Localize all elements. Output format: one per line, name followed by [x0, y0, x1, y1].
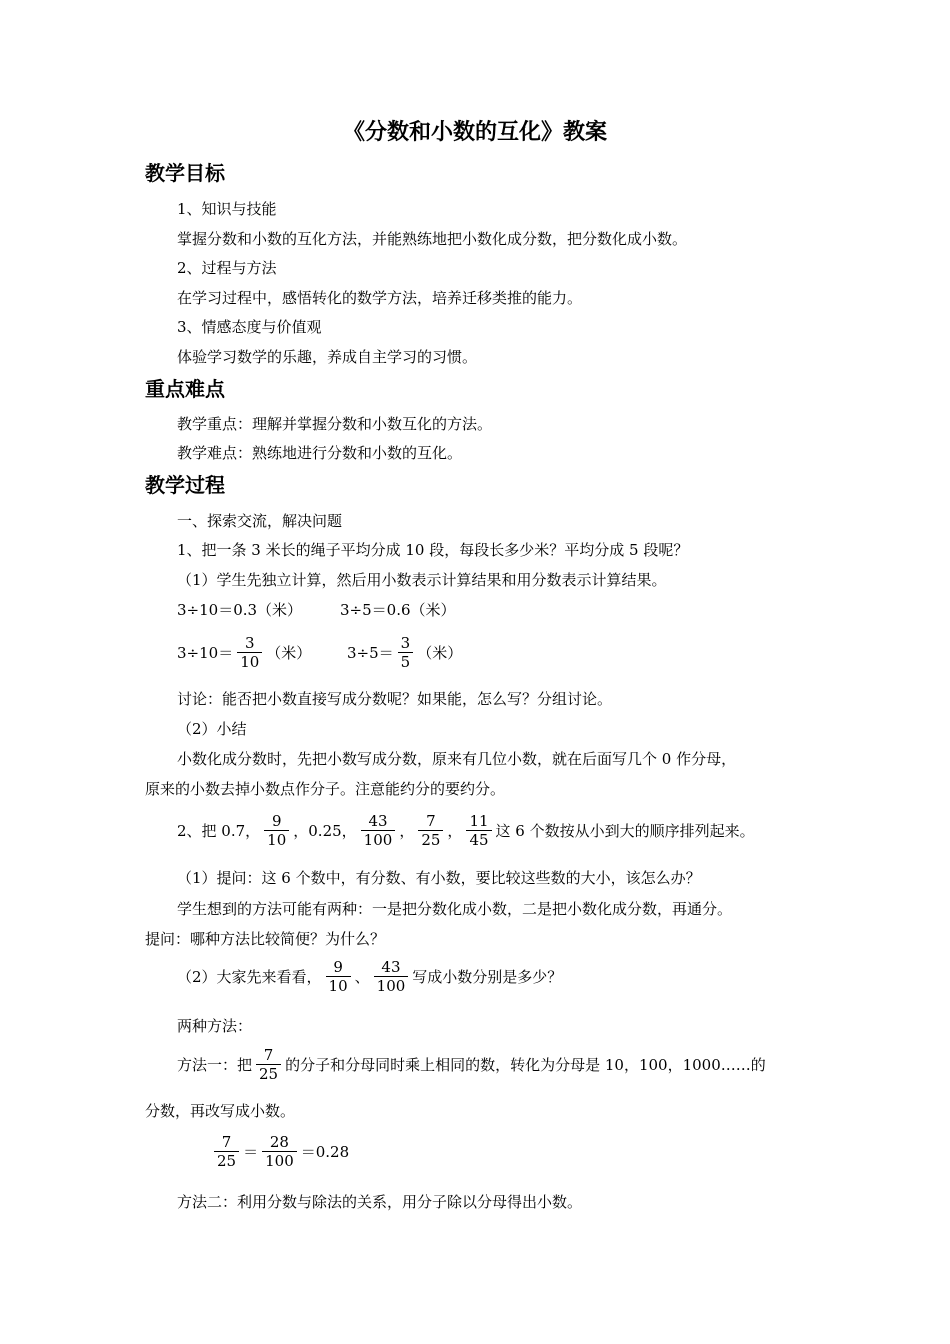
question-2-step-2-sep: 、	[354, 967, 370, 986]
objective-1-text: 掌握分数和小数的互化方法，并能熟练地把小数化成分数，把分数化成小数。	[177, 230, 688, 248]
fraction	[418, 812, 443, 849]
discussion: 讨论：能否把小数直接写成分数呢？如果能，怎么写？分组讨论。	[177, 690, 613, 708]
question-2-step-2-pre: （2）大家先来看看，	[177, 967, 322, 986]
fraction-numerator: 28	[262, 1133, 297, 1152]
fraction-denominator: 100	[363, 831, 393, 849]
objective-1-label: 1、知识与技能	[177, 200, 277, 218]
method-1-pre: 方法一：把	[177, 1055, 253, 1074]
question-1: 1、把一条 3 米长的绳子平均分成 10 段，每段长多少米？平均分成 5 段呢？	[177, 541, 689, 559]
fraction-numerator: 3	[398, 634, 414, 653]
section-1-title: 一、探索交流，解决问题	[177, 512, 343, 530]
fraction-denominator: 100	[265, 1152, 294, 1170]
objective-2-label: 2、过程与方法	[177, 259, 277, 277]
fraction-denominator: 25	[421, 831, 441, 849]
fraction	[466, 812, 491, 849]
question-2	[177, 812, 755, 849]
calc-decimal-b: 3÷5＝0.6（米）	[340, 601, 456, 619]
fraction	[361, 812, 396, 849]
page-title: 《分数和小数的互化》教案	[342, 119, 607, 145]
fraction-numerator: 3	[237, 634, 262, 653]
fraction	[237, 634, 262, 671]
fraction-numerator: 9	[264, 812, 289, 831]
summary-line-1: 小数化成分数时，先把小数写成分数，原来有几位小数，就在后面写几个 0 作分母，	[177, 750, 737, 768]
fraction-numerator: 7	[214, 1133, 239, 1152]
fraction	[264, 812, 289, 849]
question-2-pre: 2、把 0.7，	[177, 821, 261, 840]
fraction-denominator: 10	[328, 977, 348, 995]
calc-fraction-b-pre: 3÷5＝	[347, 643, 394, 662]
question-1-step-1: （1）学生先独立计算，然后用小数表示计算结果和用分数表示计算结果。	[177, 571, 667, 589]
calc-fraction-a-pre: 3÷10＝	[177, 643, 234, 662]
fraction	[398, 634, 414, 671]
summary-line-2: 原来的小数去掉小数点作分子。注意能约分的要约分。	[145, 780, 506, 798]
question-2-step-2-post: 写成小数分别是多少？	[412, 967, 563, 986]
calc-fraction-a	[177, 634, 311, 671]
method-1-post: 的分子和分母同时乘上相同的数，转化为分母是 10，100，1000……的	[285, 1055, 766, 1074]
fraction-numerator: 43	[374, 958, 409, 977]
fraction-denominator: 45	[469, 831, 489, 849]
heading-process: 教学过程	[145, 473, 225, 497]
question-2-sep-2: ，	[399, 821, 415, 840]
fraction-denominator: 10	[240, 653, 260, 671]
objective-2-text: 在学习过程中，感悟转化的数学方法，培养迁移类推的能力。	[177, 289, 583, 307]
calc-fraction-b	[347, 634, 462, 671]
fraction	[374, 958, 409, 995]
method-2: 方法二：利用分数与除法的关系，用分子除以分母得出小数。	[177, 1193, 583, 1211]
fraction-numerator: 7	[256, 1046, 281, 1065]
fraction-denominator: 10	[267, 831, 287, 849]
fraction-denominator: 25	[217, 1152, 237, 1170]
calc-fraction-a-post: （米）	[266, 643, 312, 662]
two-methods: 两种方法：	[177, 1017, 253, 1035]
heading-objectives: 教学目标	[145, 161, 225, 185]
question-2-sep-3: ，	[447, 821, 463, 840]
key-difficulty: 教学难点：熟练地进行分数和小数的互化。	[177, 444, 463, 462]
fraction	[326, 958, 351, 995]
fraction-numerator: 11	[466, 812, 491, 831]
heading-key-points: 重点难点	[145, 377, 225, 401]
fraction-denominator: 25	[259, 1065, 279, 1083]
method-1-line-2: 分数，再改写成小数。	[145, 1102, 296, 1120]
objective-3-label: 3、情感态度与价值观	[177, 318, 322, 336]
question-2-post: 这 6 个数按从小到大的顺序排列起来。	[495, 821, 755, 840]
question-2-sep-1: ，0.25，	[293, 821, 357, 840]
calc-decimal-a: 3÷10＝0.3（米）	[177, 601, 303, 619]
objective-3-text: 体验学习数学的乐趣，养成自主学习的习惯。	[177, 348, 478, 366]
key-focus: 教学重点：理解并掌握分数和小数互化的方法。	[177, 415, 493, 433]
fraction-numerator: 7	[418, 812, 443, 831]
equation-equals: ＝	[243, 1142, 259, 1161]
question-1-step-2: （2）小结	[177, 720, 247, 738]
question-2-step-2	[177, 958, 562, 995]
fraction	[256, 1046, 281, 1083]
method-1	[177, 1046, 766, 1083]
fraction	[214, 1133, 239, 1170]
methods-line-1: 学生想到的方法可能有两种：一是把分数化成小数，二是把小数化成分数，再通分。	[177, 900, 733, 918]
methods-line-2: 提问：哪种方法比较简便？为什么？	[145, 930, 386, 948]
fraction-denominator: 5	[400, 653, 411, 671]
fraction-denominator: 100	[376, 977, 406, 995]
equation-result: ＝0.28	[300, 1142, 350, 1161]
calc-fraction-b-post: （米）	[417, 643, 463, 662]
question-2-step-1: （1）提问：这 6 个数中，有分数、有小数，要比较这些数的大小，该怎么办？	[177, 869, 701, 887]
equation	[210, 1133, 349, 1170]
fraction	[262, 1133, 297, 1170]
fraction-numerator: 9	[326, 958, 351, 977]
fraction-numerator: 43	[361, 812, 396, 831]
